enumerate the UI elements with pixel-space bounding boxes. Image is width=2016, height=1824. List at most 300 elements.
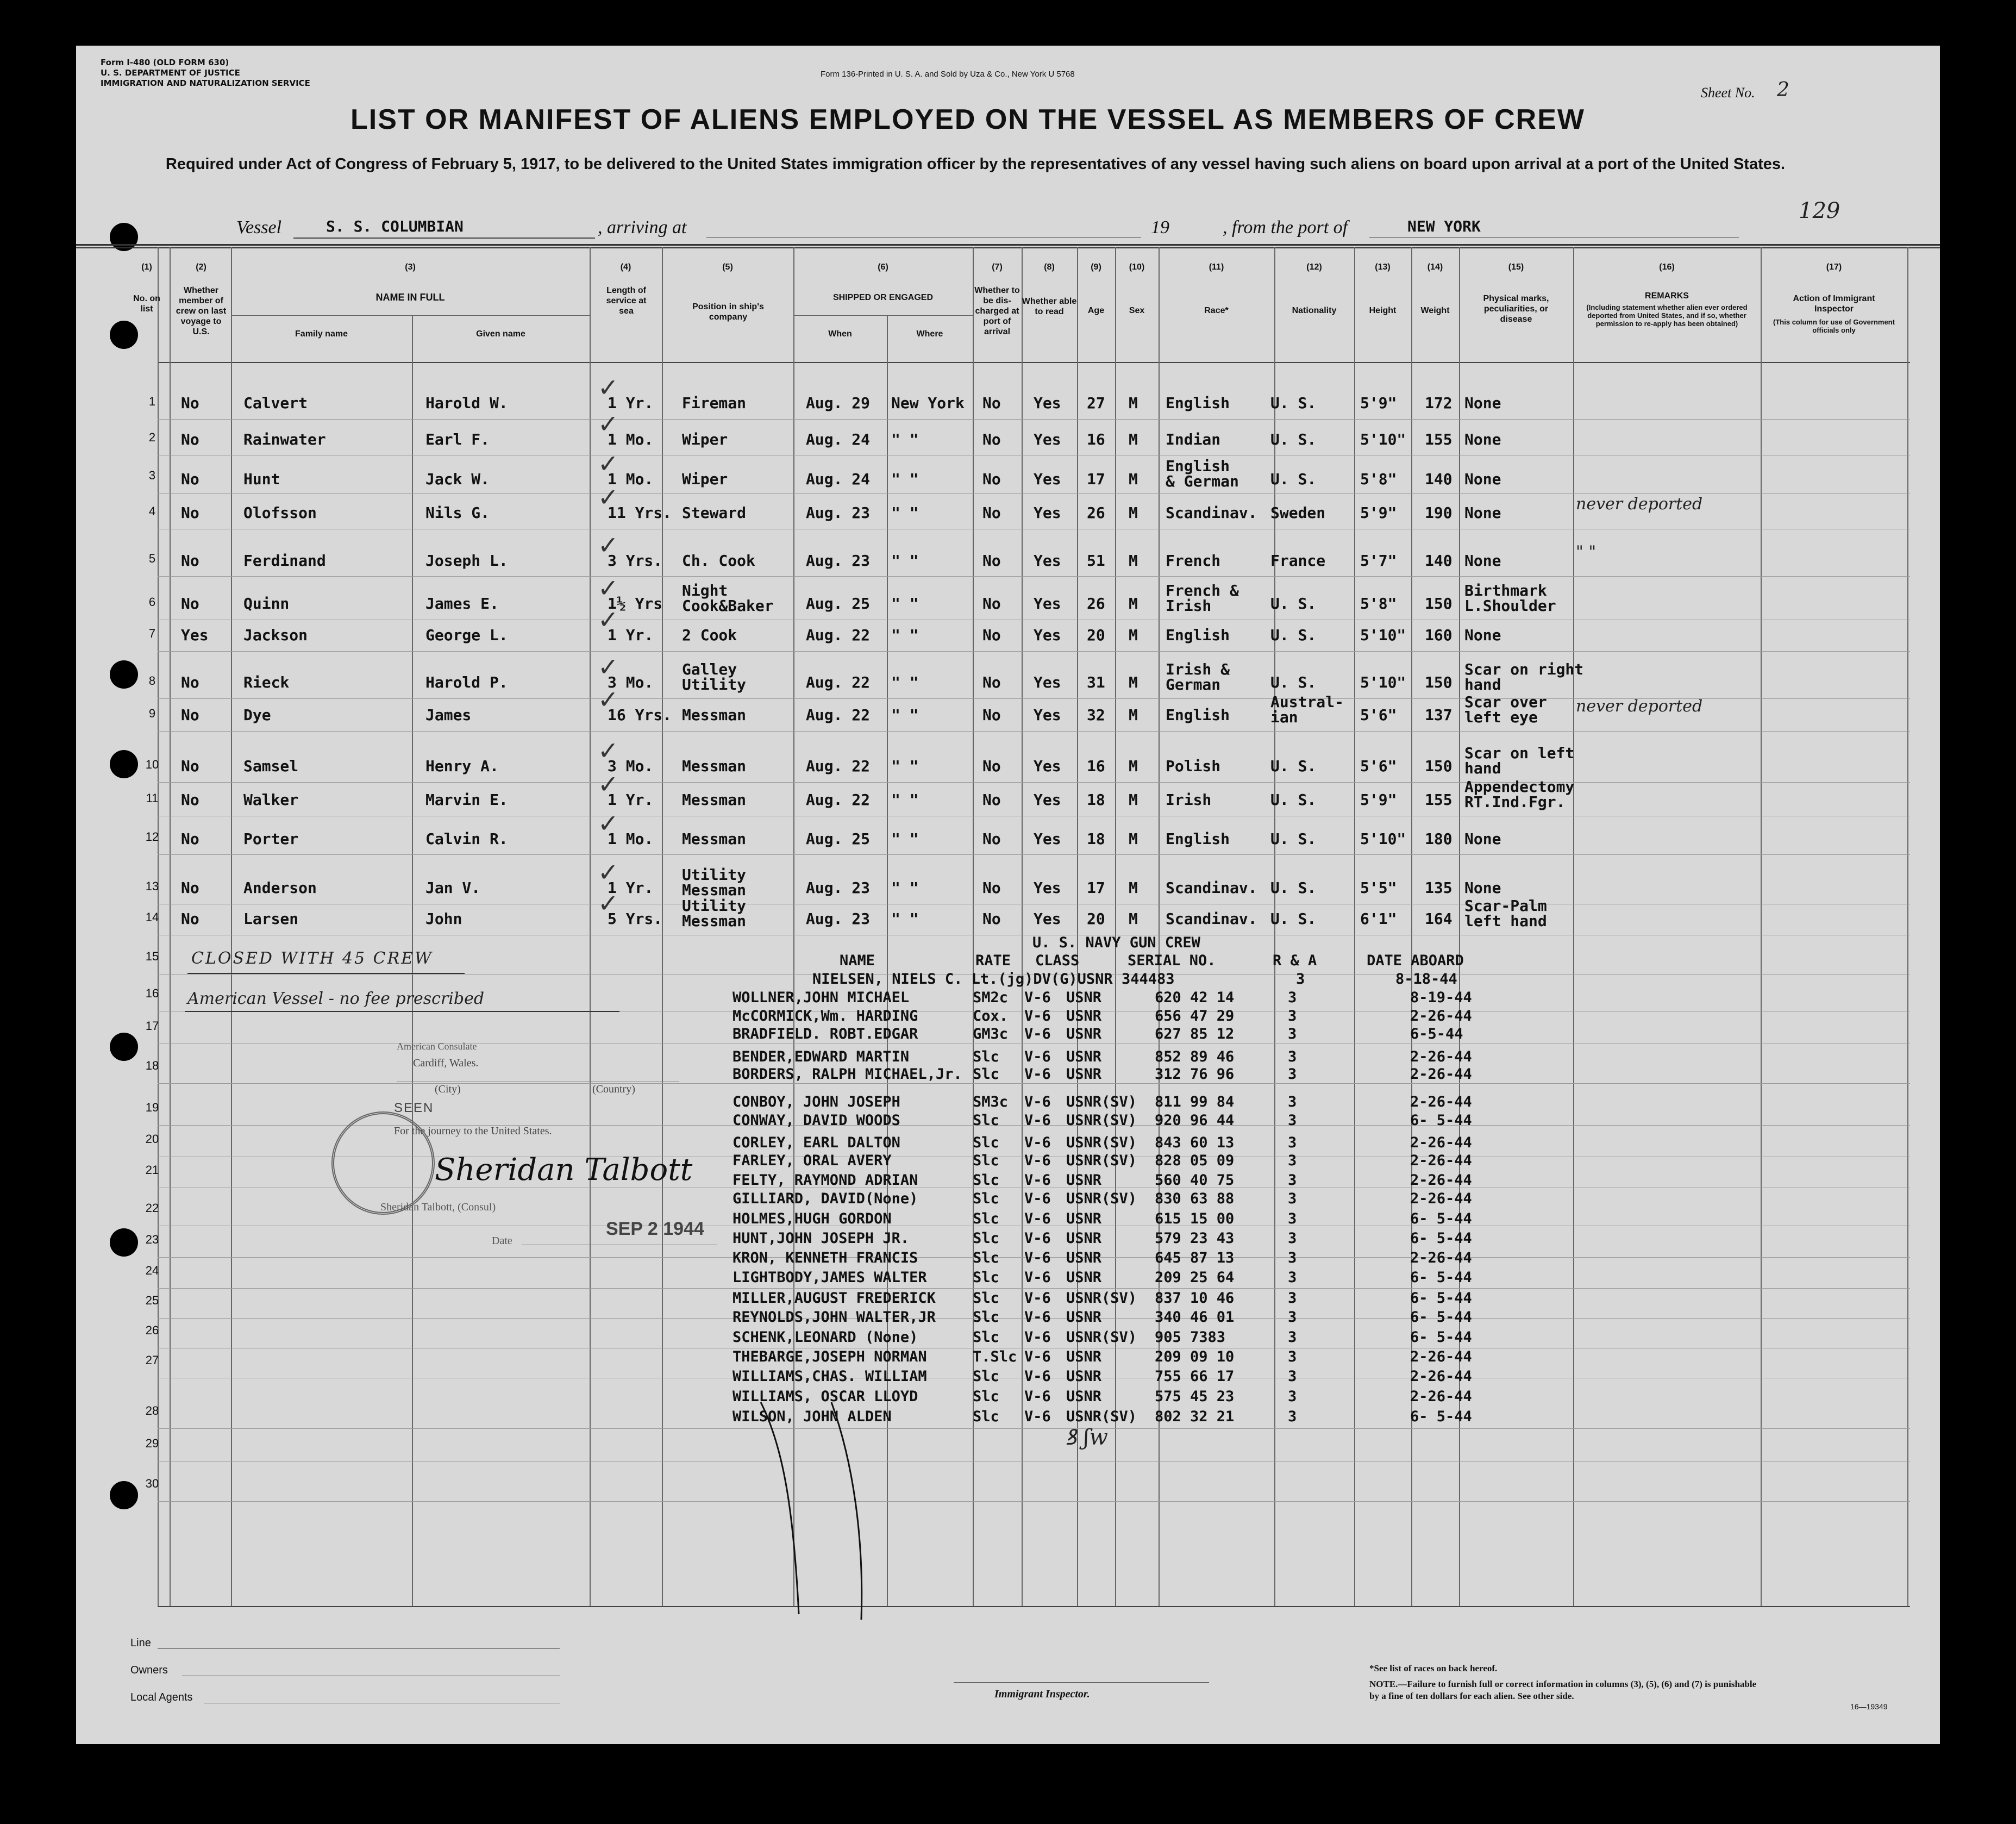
sex-cell: M — [1129, 879, 1138, 897]
sex-cell: M — [1129, 430, 1138, 448]
member-cell: No — [181, 394, 199, 412]
discharged-cell: No — [982, 791, 1001, 809]
nationality-cell: U. S. — [1270, 830, 1317, 848]
col-num: (7) — [992, 263, 1003, 272]
physical-cell: Scar on right hand — [1464, 660, 1584, 694]
footer-note-races: *See list of races on back hereof. — [1369, 1663, 1498, 1673]
navy-class-cell: V-6 — [1024, 1329, 1051, 1346]
col-header-when: When — [828, 329, 852, 339]
navy-date-cell: 6- 5-44 — [1410, 1269, 1472, 1286]
navy-name-cell: HUNT,JOHN JOSEPH JR. — [732, 1230, 910, 1247]
navy-rate-cell: SM2c — [973, 989, 1009, 1006]
navy-corps-cell: USNR — [1066, 1368, 1102, 1385]
position-cell: Ch. Cook — [682, 552, 755, 570]
stamp-date-label: Date — [492, 1235, 512, 1247]
physical-cell: Appendectomy RT.Ind.Fgr. — [1464, 778, 1575, 811]
position-cell: Night Cook&Baker — [682, 582, 774, 615]
navy-ra-cell: 3 — [1288, 1172, 1297, 1189]
navy-rate-cell: Cox. — [973, 1008, 1009, 1025]
member-cell: No — [181, 595, 199, 613]
inspector-initials: ꝸ ʃw — [1065, 1425, 1108, 1450]
col-header-where: Where — [916, 329, 943, 339]
navy-name-cell: FELTY, RAYMOND ADRIAN — [732, 1172, 918, 1189]
race-cell: French — [1166, 552, 1221, 570]
sex-cell: M — [1129, 595, 1138, 613]
line-number: 11 — [146, 791, 159, 805]
weight-cell: 150 — [1425, 673, 1452, 691]
binder-hole — [110, 1481, 138, 1509]
read-cell: Yes — [1034, 757, 1061, 775]
note-underline — [185, 1011, 619, 1012]
line-number: 14 — [145, 910, 159, 924]
navy-corps-cell: USNR(SV) — [1066, 1190, 1137, 1207]
remark-cell: " " — [1576, 542, 1596, 561]
navy-date-cell: 2-26-44 — [1410, 1048, 1472, 1065]
when-cell: Aug. 22 — [806, 706, 871, 724]
header-bottom-border — [158, 362, 1910, 363]
navy-officer-date: 8-18-44 — [1395, 971, 1457, 988]
vessel-label: Vessel — [236, 217, 282, 238]
discharged-cell: No — [982, 879, 1001, 897]
row-rule — [158, 782, 1910, 783]
navy-corps-cell: USNR — [1066, 1230, 1102, 1247]
service-cell: 1 Mo. — [608, 830, 654, 848]
family-name-cell: Dye — [243, 706, 271, 724]
when-cell: Aug. 29 — [806, 394, 871, 412]
navy-ra-cell: 3 — [1288, 1134, 1297, 1151]
check-mark-icon: ✓ — [598, 770, 619, 799]
column-rule — [1354, 247, 1355, 1606]
nationality-cell: U. S. — [1270, 910, 1317, 928]
physical-cell: Scar on left hand — [1464, 744, 1575, 777]
sex-cell: M — [1129, 673, 1138, 691]
when-cell: Aug. 24 — [806, 470, 871, 488]
position-cell: Galley Utility — [682, 660, 747, 694]
when-cell: Aug. 23 — [806, 910, 871, 928]
col-header-remarks: REMARKS — [1645, 291, 1689, 301]
col-header-sex: Sex — [1129, 306, 1145, 315]
navy-corps-cell: USNR — [1066, 1048, 1102, 1065]
height-cell: 6'1" — [1360, 910, 1397, 928]
weight-cell: 172 — [1425, 394, 1452, 412]
navy-class-cell: V-6 — [1024, 1112, 1051, 1129]
family-name-cell: Samsel — [243, 757, 299, 775]
height-cell: 5'9" — [1360, 504, 1397, 522]
navy-corps-cell: USNR — [1066, 1172, 1102, 1189]
race-cell: Scandinav. — [1166, 879, 1257, 897]
line-number: 20 — [145, 1132, 159, 1146]
navy-header-name: NAME — [840, 952, 875, 969]
consul-signature: Sheridan Talbott — [435, 1152, 693, 1188]
column-rule — [158, 247, 159, 1606]
position-cell: 2 Cook — [682, 626, 737, 644]
line-number: 27 — [145, 1353, 159, 1367]
navy-rate-cell: Slc — [973, 1190, 999, 1207]
where-cell: " " — [891, 673, 919, 691]
navy-header-class: CLASS — [1035, 952, 1080, 969]
table-bottom-border — [158, 1606, 1910, 1607]
line-number: 5 — [148, 552, 156, 565]
navy-name-cell: BENDER,EDWARD MARTIN — [732, 1048, 910, 1065]
nationality-cell: France — [1270, 552, 1326, 570]
where-cell: New York — [891, 394, 965, 412]
navy-rate-cell: GM3c — [973, 1026, 1009, 1042]
check-mark-icon: ✓ — [598, 573, 619, 603]
sex-cell: M — [1129, 791, 1138, 809]
when-cell: Aug. 23 — [806, 504, 871, 522]
service-cell: 16 Yrs. — [608, 706, 672, 724]
navy-rate-cell: Slc — [973, 1172, 999, 1189]
navy-corps-cell: USNR — [1066, 1269, 1102, 1286]
navy-rate-cell: Slc — [973, 1408, 999, 1425]
navy-serial-cell: 340 46 01 — [1155, 1309, 1235, 1326]
navy-name-cell: SCHENK,LEONARD (None) — [732, 1329, 918, 1346]
col-header-read: Whether able to read — [1022, 297, 1077, 316]
navy-serial-cell: 209 25 64 — [1155, 1269, 1235, 1286]
line-number: 4 — [148, 504, 156, 518]
age-cell: 31 — [1087, 673, 1105, 691]
navy-date-cell: 2-26-44 — [1410, 1368, 1472, 1385]
navy-corps-cell: USNR — [1066, 1008, 1102, 1025]
check-mark-icon: ✓ — [598, 858, 619, 887]
navy-class-cell: V-6 — [1024, 1190, 1051, 1207]
column-rule — [1761, 247, 1762, 1606]
sheet-number: 2 — [1777, 79, 1789, 101]
row-rule — [158, 1428, 1910, 1429]
read-cell: Yes — [1034, 706, 1061, 724]
physical-cell: None — [1464, 504, 1501, 522]
col-num: (4) — [620, 263, 631, 272]
navy-date-cell: 6- 5-44 — [1410, 1112, 1472, 1129]
weight-cell: 150 — [1425, 757, 1452, 775]
line-number: 26 — [145, 1323, 159, 1337]
binder-hole — [110, 750, 138, 778]
member-cell: No — [181, 910, 199, 928]
physical-cell: None — [1464, 470, 1501, 488]
navy-ra-cell: 3 — [1288, 1290, 1297, 1307]
sex-cell: M — [1129, 830, 1138, 848]
service-cell: 1 Mo. — [608, 430, 654, 448]
height-cell: 5'10" — [1360, 430, 1406, 448]
navy-serial-cell: 811 99 84 — [1155, 1094, 1235, 1110]
navy-serial-cell: 627 85 12 — [1155, 1026, 1235, 1042]
check-mark-icon: ✓ — [598, 373, 619, 402]
navy-rate-cell: Slc — [973, 1134, 999, 1151]
navy-name-cell: CORLEY, EARL DALTON — [732, 1134, 900, 1151]
read-cell: Yes — [1034, 830, 1061, 848]
navy-class-cell: V-6 — [1024, 1210, 1051, 1227]
read-cell: Yes — [1034, 470, 1061, 488]
position-cell: Messman — [682, 757, 747, 775]
navy-class-cell: V-6 — [1024, 1388, 1051, 1405]
stamp-journey: For the journey to the United States. — [394, 1125, 552, 1137]
position-cell: Messman — [682, 791, 747, 809]
navy-date-cell: 2-26-44 — [1410, 1348, 1472, 1365]
sex-cell: M — [1129, 757, 1138, 775]
row-rule — [158, 731, 1910, 732]
col-header-height: Height — [1369, 306, 1397, 315]
given-name-cell: James — [425, 706, 472, 724]
position-cell: Utility Messman — [682, 866, 747, 899]
binder-hole — [110, 321, 138, 349]
navy-ra-cell: 3 — [1288, 989, 1297, 1006]
given-name-cell: Calvin R. — [425, 830, 508, 848]
navy-name-cell: REYNOLDS,JOHN WALTER,JR — [732, 1309, 936, 1326]
navy-rate-cell: Slc — [973, 1048, 999, 1065]
col-num: (11) — [1209, 263, 1224, 272]
member-cell: No — [181, 830, 199, 848]
closed-note: CLOSED WITH 45 CREW — [191, 949, 433, 968]
navy-name-cell: FARLEY, ORAL AVERY — [732, 1152, 892, 1169]
when-cell: Aug. 22 — [806, 626, 871, 644]
where-cell: " " — [891, 910, 919, 928]
navy-ra-cell: 3 — [1288, 1094, 1297, 1110]
navy-date-cell: 6- 5-44 — [1410, 1290, 1472, 1307]
given-name-cell: Earl F. — [425, 430, 490, 448]
weight-cell: 155 — [1425, 791, 1452, 809]
navy-ra-cell: 3 — [1288, 1269, 1297, 1286]
navy-serial-cell: 312 76 96 — [1155, 1066, 1235, 1083]
navy-ra-cell: 3 — [1288, 1210, 1297, 1227]
subheader-rule — [793, 315, 973, 316]
col-header-position: Position in ship's company — [692, 302, 764, 322]
navy-rate-cell: T.Slc — [973, 1348, 1017, 1365]
given-name-cell: Harold W. — [425, 394, 508, 412]
given-name-cell: George L. — [425, 626, 508, 644]
navy-serial-cell: 852 89 46 — [1155, 1048, 1235, 1065]
sex-cell: M — [1129, 706, 1138, 724]
navy-rate-cell: Slc — [973, 1329, 999, 1346]
position-cell: Fireman — [682, 394, 747, 412]
navy-name-cell: BRADFIELD. ROBT.EDGAR — [732, 1026, 918, 1042]
navy-crew-title: U. S. NAVY GUN CREW — [1032, 934, 1200, 951]
member-cell: No — [181, 879, 199, 897]
navy-date-cell: 6- 5-44 — [1410, 1210, 1472, 1227]
navy-ra-cell: 3 — [1288, 1230, 1297, 1247]
navy-ra-cell: 3 — [1288, 1368, 1297, 1385]
where-cell: " " — [891, 430, 919, 448]
col-header-weight: Weight — [1420, 306, 1450, 315]
inspector-label: Immigrant Inspector. — [994, 1688, 1090, 1700]
given-name-cell: Jan V. — [425, 879, 481, 897]
navy-serial-cell: 843 60 13 — [1155, 1134, 1235, 1151]
height-cell: 5'6" — [1360, 757, 1397, 775]
member-cell: No — [181, 552, 199, 570]
navy-ra-cell: 3 — [1288, 1066, 1297, 1083]
navy-corps-cell: USNR — [1066, 1210, 1102, 1227]
height-cell: 5'9" — [1360, 791, 1397, 809]
navy-ra-cell: 3 — [1288, 1388, 1297, 1405]
navy-corps-cell: USNR(SV) — [1066, 1290, 1137, 1307]
line-number: 13 — [145, 879, 159, 893]
line-number: 12 — [145, 830, 159, 844]
navy-date-cell: 2-26-44 — [1410, 1190, 1472, 1207]
physical-cell: None — [1464, 879, 1501, 897]
navy-class-cell: V-6 — [1024, 1230, 1051, 1247]
member-cell: No — [181, 673, 199, 691]
navy-serial-cell: 656 47 29 — [1155, 1008, 1235, 1025]
line-number: 6 — [148, 595, 156, 609]
table-top-border — [76, 244, 1940, 246]
navy-class-cell: V-6 — [1024, 1172, 1051, 1189]
read-cell: Yes — [1034, 673, 1061, 691]
race-cell: Scandinav. — [1166, 504, 1257, 522]
col-header-action: Action of Immigrant Inspector — [1793, 294, 1875, 314]
row-rule — [158, 493, 1910, 494]
when-cell: Aug. 25 — [806, 595, 871, 613]
navy-ra-cell: 3 — [1288, 1152, 1297, 1169]
binder-hole — [110, 660, 138, 689]
read-cell: Yes — [1034, 791, 1061, 809]
navy-rate-cell: Slc — [973, 1290, 999, 1307]
service-cell: 1 Mo. — [608, 470, 654, 488]
navy-class-cell: V-6 — [1024, 1309, 1051, 1326]
row-rule — [158, 651, 1910, 652]
line-number: 30 — [145, 1477, 159, 1490]
col-header-no: No. on list — [133, 294, 160, 314]
note-underline — [187, 973, 465, 974]
navy-class-cell: V-6 — [1024, 1066, 1051, 1083]
read-cell: Yes — [1034, 504, 1061, 522]
nationality-cell: U. S. — [1270, 757, 1317, 775]
weight-cell: 160 — [1425, 626, 1452, 644]
family-name-cell: Hunt — [243, 470, 280, 488]
discharged-cell: No — [982, 595, 1001, 613]
family-name-cell: Anderson — [243, 879, 317, 897]
family-name-cell: Porter — [243, 830, 299, 848]
position-cell: Wiper — [682, 430, 728, 448]
given-name-cell: Harold P. — [425, 673, 508, 691]
navy-corps-cell: USNR — [1066, 1250, 1102, 1266]
line-number: 7 — [148, 627, 156, 640]
height-cell: 5'10" — [1360, 830, 1406, 848]
navy-corps-cell: USNR — [1066, 1026, 1102, 1042]
discharged-cell: No — [982, 673, 1001, 691]
navy-ra-cell: 3 — [1288, 1008, 1297, 1025]
read-cell: Yes — [1034, 394, 1061, 412]
where-cell: " " — [891, 830, 919, 848]
navy-ra-cell: 3 — [1288, 1250, 1297, 1266]
navy-date-cell: 8-19-44 — [1410, 989, 1472, 1006]
position-cell: Messman — [682, 706, 747, 724]
navy-serial-cell: 620 42 14 — [1155, 989, 1235, 1006]
navy-date-cell: 2-26-44 — [1410, 1094, 1472, 1110]
family-name-cell: Jackson — [243, 626, 308, 644]
line-number: 3 — [148, 469, 156, 482]
remark-cell: never deported — [1576, 495, 1703, 514]
subheader-rule — [231, 315, 590, 316]
weight-cell: 155 — [1425, 430, 1452, 448]
year-label: 19 — [1151, 217, 1169, 238]
navy-class-cell: V-6 — [1024, 1152, 1051, 1169]
sex-cell: M — [1129, 552, 1138, 570]
col-header-action-sub: (This column for use of Government officials only — [1773, 318, 1895, 334]
navy-date-cell: 6- 5-44 — [1410, 1329, 1472, 1346]
navy-class-cell: V-6 — [1024, 1094, 1051, 1110]
given-name-cell: Jack W. — [425, 470, 490, 488]
family-name-cell: Calvert — [243, 394, 308, 412]
check-mark-icon: ✓ — [598, 809, 619, 838]
navy-date-cell: 6- 5-44 — [1410, 1408, 1472, 1425]
navy-serial-cell: 615 15 00 — [1155, 1210, 1235, 1227]
race-cell: Irish & German — [1166, 660, 1230, 694]
col-num: (5) — [722, 263, 733, 272]
height-cell: 5'10" — [1360, 673, 1406, 691]
american-vessel-note: American Vessel - no fee prescribed — [187, 989, 485, 1008]
navy-corps-cell: USNR — [1066, 1309, 1102, 1326]
col-num: (9) — [1091, 263, 1101, 272]
navy-serial-cell: 575 45 23 — [1155, 1388, 1235, 1405]
column-rule — [170, 247, 171, 1606]
line-number: 29 — [145, 1436, 159, 1450]
navy-serial-cell: 905 7383 — [1155, 1329, 1226, 1346]
service-cell: 3 Mo. — [608, 757, 654, 775]
check-mark-icon: ✓ — [598, 889, 619, 918]
height-cell: 5'6" — [1360, 706, 1397, 724]
navy-date-cell: 2-26-44 — [1410, 1250, 1472, 1266]
navy-rate-cell: SM3c — [973, 1094, 1009, 1110]
check-mark-icon: ✓ — [598, 652, 619, 682]
age-cell: 26 — [1087, 504, 1105, 522]
navy-rate-cell: Slc — [973, 1250, 999, 1266]
navy-corps-cell: USNR(SV) — [1066, 1094, 1137, 1110]
when-cell: Aug. 22 — [806, 791, 871, 809]
row-rule — [158, 576, 1910, 577]
age-cell: 18 — [1087, 830, 1105, 848]
line-number: 16 — [145, 986, 159, 1000]
col-header-nationality: Nationality — [1292, 306, 1337, 315]
navy-name-cell: McCORMICK,Wm. HARDING — [732, 1008, 918, 1025]
age-cell: 27 — [1087, 394, 1105, 412]
nationality-cell: U. S. — [1270, 470, 1317, 488]
discharged-cell: No — [982, 394, 1001, 412]
where-cell: " " — [891, 470, 919, 488]
consular-seal — [331, 1111, 435, 1215]
discharged-cell: No — [982, 706, 1001, 724]
navy-header-rate: RATE — [975, 952, 1011, 969]
navy-class-cell: V-6 — [1024, 1026, 1051, 1042]
line-number: 25 — [145, 1294, 159, 1307]
check-mark-icon: ✓ — [598, 605, 619, 634]
navy-class-cell: V-6 — [1024, 1008, 1051, 1025]
column-rule — [1115, 247, 1116, 1606]
race-cell: Scandinav. — [1166, 910, 1257, 928]
column-rule — [590, 247, 591, 1606]
service-cell: 5 Yrs. — [608, 910, 663, 928]
line-number: 19 — [145, 1101, 159, 1114]
col-header-given: Given name — [476, 329, 525, 339]
member-cell: No — [181, 504, 199, 522]
navy-officer-ra: 3 — [1296, 971, 1305, 988]
col-header-length: Length of service at sea — [606, 286, 647, 316]
from-port-label: , from the port of — [1223, 217, 1348, 238]
where-cell: " " — [891, 791, 919, 809]
navy-rate-cell: Slc — [973, 1309, 999, 1326]
col-num: (16) — [1659, 263, 1675, 272]
navy-rate-cell: Slc — [973, 1388, 999, 1405]
navy-class-cell: V-6 — [1024, 1368, 1051, 1385]
navy-serial-cell: 802 32 21 — [1155, 1408, 1235, 1425]
line-number: 23 — [145, 1233, 159, 1246]
navy-corps-cell: USNR — [1066, 1348, 1102, 1365]
physical-cell: None — [1464, 430, 1501, 448]
service-cell: 1 Yr. — [608, 791, 654, 809]
race-cell: French & Irish — [1166, 582, 1239, 615]
race-cell: English — [1166, 394, 1230, 412]
page-number: 129 — [1799, 198, 1840, 223]
navy-serial-cell: 920 96 44 — [1155, 1112, 1235, 1129]
line-number: 10 — [145, 758, 159, 771]
